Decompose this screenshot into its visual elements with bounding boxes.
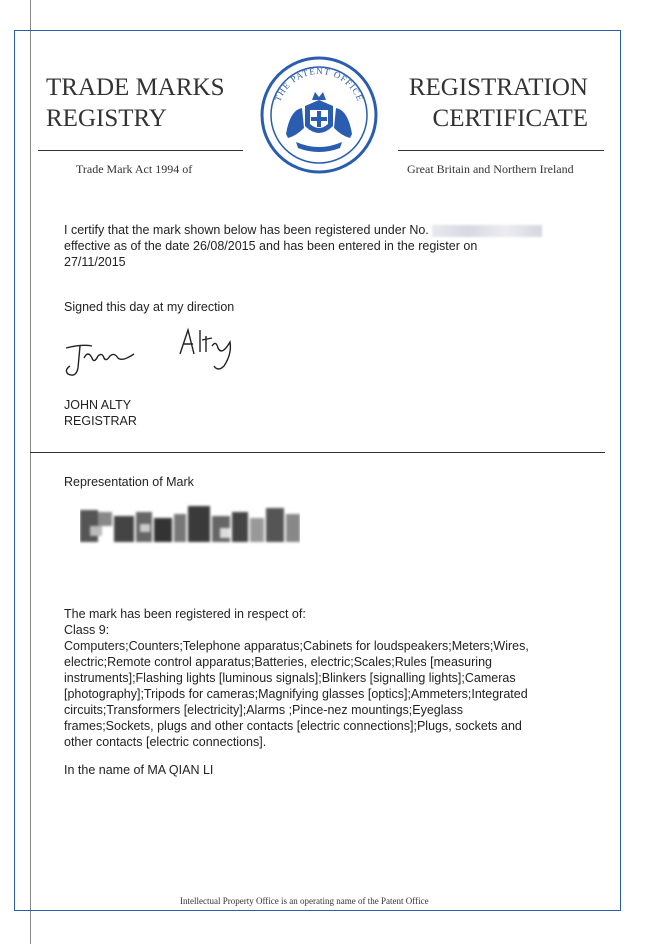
- registrar-name: JOHN ALTY: [64, 398, 132, 412]
- registration-intro: The mark has been registered in respect of:: [64, 607, 306, 621]
- goods-line: instruments];Flashing lights [luminous signals];Blinkers [signalling lights];Cameras: [64, 671, 516, 685]
- header-left-title: [46, 72, 225, 134]
- header-right-title: [398, 72, 588, 134]
- registrar-title: REGISTRAR: [64, 414, 137, 428]
- certification-line1: I certify that the mark shown below has been registered under No.: [64, 223, 429, 237]
- section-divider: [30, 452, 605, 453]
- header-right-line1: REGISTRATION: [408, 74, 588, 101]
- redacted-registration-number: [432, 225, 542, 237]
- header-left-rule: [38, 150, 243, 151]
- registration-details: [64, 606, 584, 750]
- header-left-subtitle: Trade Mark Act 1994 of: [76, 162, 193, 176]
- goods-line: Computers;Counters;Telephone apparatus;Cabinets for loudspeakers;Meters;Wires,: [64, 639, 529, 653]
- footer-text: Intellectual Property Office is an operating name of the Patent Office: [180, 896, 429, 906]
- goods-line: electric;Remote control apparatus;Batteries, electric;Scales;Rules [measuring: [64, 655, 492, 669]
- certification-line2: effective as of the date 26/08/2015 and has been entered in the register on: [64, 239, 478, 253]
- owner-line: In the name of MA QIAN LI: [64, 763, 214, 777]
- seal-text: THE PATENT OFFICE: [272, 65, 366, 103]
- header-left-line1: TRADE MARKS: [46, 74, 225, 101]
- goods-line: [photography];Tripods for cameras;Magnifying glasses [optics];Ammeters;Integrated: [64, 687, 528, 701]
- goods-line: other contacts [electric connections].: [64, 735, 267, 749]
- certification-line3: 27/11/2015: [64, 255, 126, 269]
- certification-statement: [64, 222, 604, 270]
- class-label: Class 9:: [64, 623, 110, 637]
- goods-line: frames;Sockets, plugs and other contacts [electric connections];Plugs, sockets and: [64, 719, 522, 733]
- goods-line: circuits;Transformers [electricity];Alarms ;Pince-nez mountings;Eyeglass: [64, 703, 463, 717]
- header-right-subtitle: Great Britain and Northern Ireland: [407, 162, 574, 176]
- mark-representation-image: [80, 498, 300, 554]
- signed-intro: Signed this day at my direction: [64, 300, 235, 314]
- registrar-block: [64, 397, 137, 429]
- header-right-rule: [398, 150, 604, 151]
- mark-heading: Representation of Mark: [64, 475, 194, 489]
- header-right-line2: CERTIFICATE: [432, 105, 588, 132]
- registrar-signature-icon: [62, 326, 262, 386]
- header-left-line2: REGISTRY: [46, 105, 167, 132]
- patent-office-seal-icon: [260, 56, 378, 174]
